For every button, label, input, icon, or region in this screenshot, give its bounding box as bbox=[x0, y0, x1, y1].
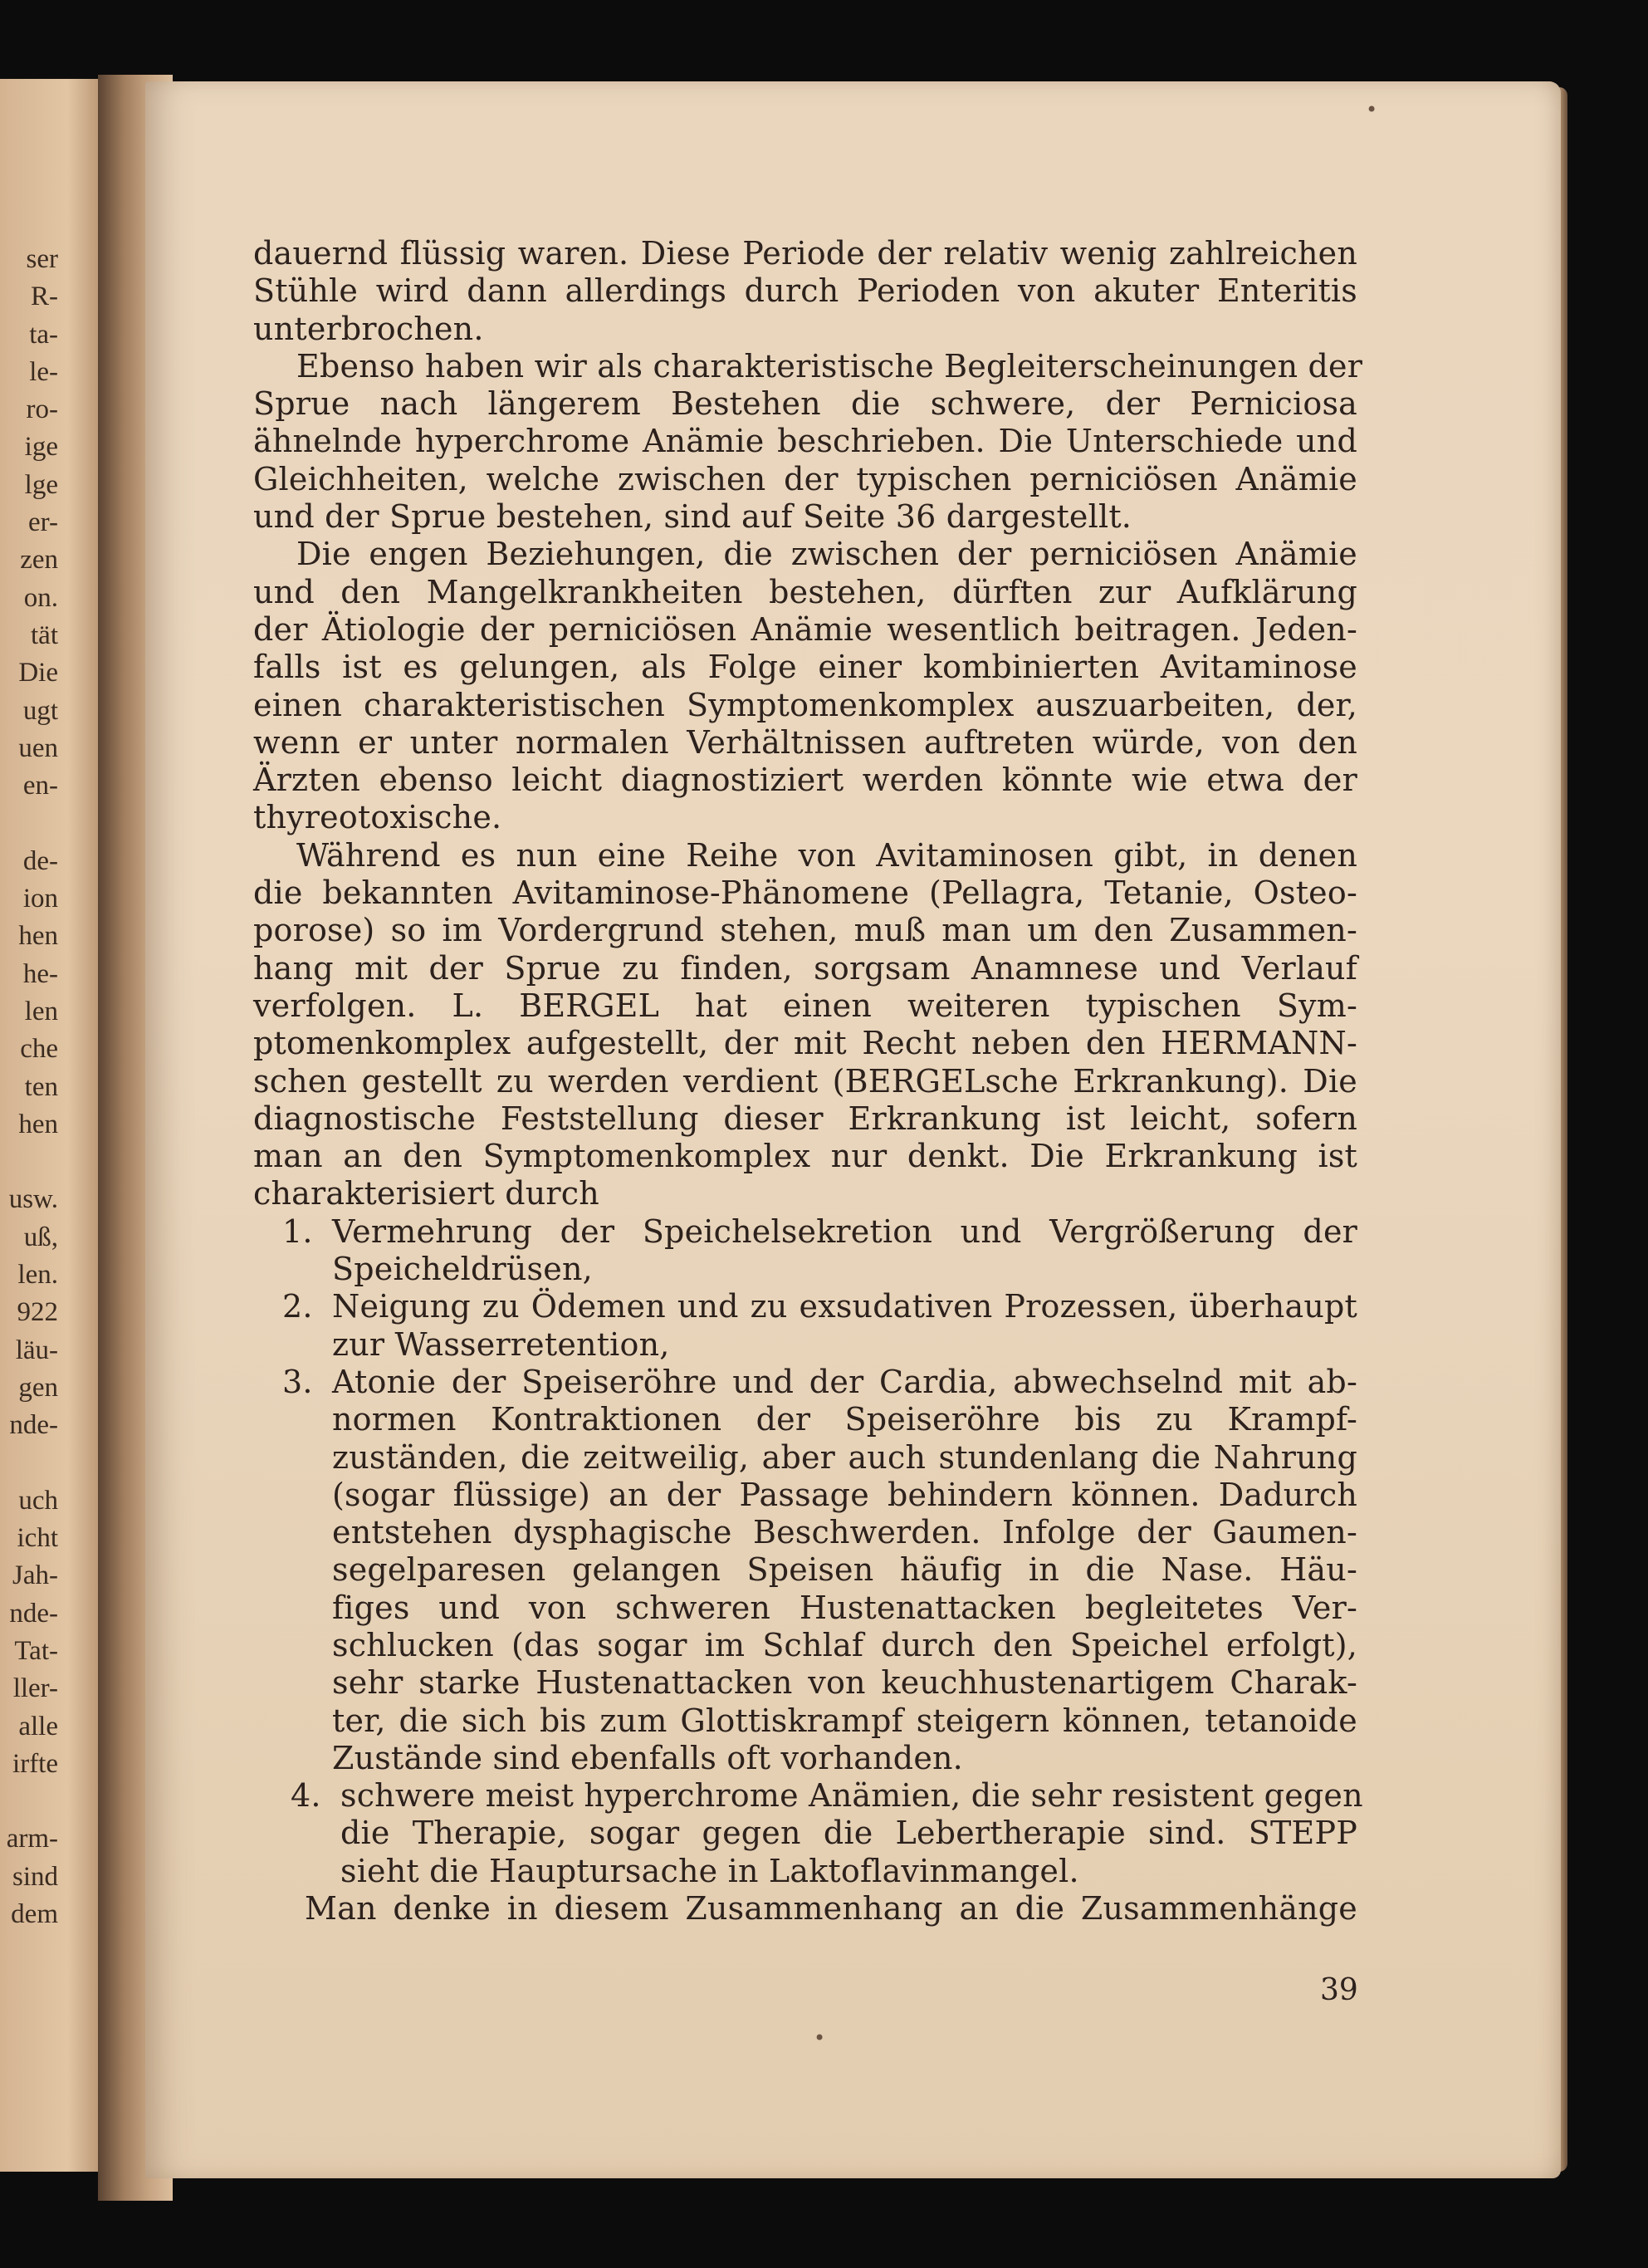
fragment: len bbox=[24, 996, 58, 1026]
fragment: gen bbox=[18, 1372, 58, 1403]
list-line bbox=[253, 1213, 1357, 1251]
fragment: hen bbox=[18, 1109, 58, 1139]
fragment: irfte bbox=[12, 1748, 58, 1779]
list-item-4 bbox=[253, 1777, 1363, 1890]
left-facing-page bbox=[0, 79, 112, 2172]
fragment: Jah- bbox=[12, 1560, 58, 1591]
list-text: Atonie der Speiseröhre und der Cardia, abwechselnd mit ab- bbox=[332, 1363, 1357, 1400]
list-line bbox=[253, 1364, 1357, 1401]
list-line bbox=[253, 1288, 1357, 1325]
paper-speck: • bbox=[1366, 98, 1378, 121]
fragment: dem bbox=[11, 1899, 58, 1930]
fragment: tät bbox=[31, 620, 58, 650]
fragment: hen bbox=[18, 921, 58, 952]
list-text: zur Wasserretention, bbox=[332, 1325, 670, 1363]
list-text: entstehen dysphagische Beschwerden. Infolge der Gaumen- bbox=[332, 1514, 1357, 1551]
fragment: uß, bbox=[23, 1222, 58, 1252]
fragment: nde- bbox=[9, 1598, 58, 1629]
list-number: 4. bbox=[291, 1777, 321, 1815]
list-item-3 bbox=[253, 1364, 1357, 1777]
fragment: zen bbox=[20, 545, 58, 576]
list-text: schwere meist hyperchrome Anämien, die sehr resistent gegen bbox=[340, 1777, 1363, 1815]
fragment: 922 bbox=[17, 1297, 58, 1328]
fragment: ten bbox=[24, 1071, 58, 1102]
fragment: uen bbox=[18, 732, 58, 763]
fragment: lge bbox=[24, 469, 58, 500]
list-text: figes und von schweren Hustenattacken begleitetes Ver- bbox=[332, 1589, 1357, 1626]
list-text: ter, die sich bis zum Glottiskrampf steigern können, tetanoide bbox=[332, 1702, 1357, 1739]
text-line: thyreotoxische. bbox=[253, 799, 502, 836]
list-line bbox=[253, 1326, 1357, 1364]
list-line bbox=[253, 1401, 1357, 1438]
fragment: len. bbox=[17, 1260, 58, 1291]
text-line: Ebenso haben wir als charakteristische Begleiterscheinungen der bbox=[296, 347, 1363, 385]
list-text: sehr starke Hustenattacken von keuchhustenartigem Charak- bbox=[332, 1664, 1357, 1702]
text-line: Gleichheiten, welche zwischen der typischen perniciösen Anämie bbox=[253, 460, 1357, 497]
fragment: uch bbox=[18, 1485, 58, 1516]
fragment: usw. bbox=[8, 1184, 58, 1215]
list-line bbox=[253, 1777, 1363, 1815]
list-text: die Therapie, sogar gegen die Lebertherapie sind. STEPP bbox=[340, 1815, 1357, 1852]
list-text: Vermehrung der Speichelsekretion und Vergrößerung der bbox=[332, 1212, 1357, 1250]
text-line: falls ist es gelungen, als Folge einer kombinierten Avitaminose bbox=[253, 649, 1357, 686]
list-number: 2. bbox=[282, 1288, 313, 1325]
fragment: che bbox=[20, 1034, 58, 1065]
fragment: ugt bbox=[22, 695, 58, 726]
fragment bbox=[0, 1445, 58, 1482]
fragment: ller- bbox=[12, 1673, 58, 1704]
fragment: ro- bbox=[26, 394, 58, 425]
fragment: nde- bbox=[9, 1410, 58, 1441]
list-line bbox=[253, 1664, 1357, 1702]
list-line bbox=[253, 1439, 1357, 1477]
fragment: le- bbox=[29, 356, 58, 387]
list-line bbox=[253, 1853, 1357, 1890]
list-text: normen Kontraktionen der Speiseröhre bis zu Krampf- bbox=[332, 1401, 1357, 1438]
fragment: ta- bbox=[29, 319, 58, 350]
text-line: diagnostische Feststellung dieser Erkrankung ist leicht, sofern bbox=[253, 1100, 1357, 1137]
list-text: segelparesen gelangen Speisen häufig in die Nase. Häu- bbox=[332, 1551, 1357, 1589]
fragment bbox=[0, 1144, 58, 1181]
fragment: icht bbox=[17, 1523, 58, 1554]
list-item-2 bbox=[253, 1288, 1357, 1364]
fragment: ser bbox=[26, 244, 58, 274]
list-text: schlucken (das sogar im Schlaf durch den Speichel erfolgt), bbox=[332, 1626, 1357, 1663]
text-line: hang mit der Sprue zu finden, sorgsam Anamnese und Verlauf bbox=[253, 949, 1357, 987]
list-line bbox=[253, 1740, 1357, 1777]
list-line bbox=[253, 1702, 1357, 1740]
text-line: der Ätiologie der perniciösen Anämie wesentlich beitragen. Jeden- bbox=[253, 610, 1357, 648]
fragment: alle bbox=[18, 1711, 58, 1741]
text-line: unterbrochen. bbox=[253, 310, 484, 347]
text-line: Die engen Beziehungen, die zwischen der perniciösen Anämie bbox=[296, 536, 1357, 573]
list-line bbox=[253, 1514, 1357, 1551]
closing-line: Man denke in diesem Zusammenhang an die Zusammenhänge bbox=[305, 1890, 1357, 1928]
paper-speck: • bbox=[814, 2026, 826, 2050]
list-line bbox=[253, 1590, 1357, 1627]
fragment: läu- bbox=[15, 1335, 58, 1365]
fragment: ion bbox=[22, 884, 58, 914]
fragment: de- bbox=[22, 845, 58, 876]
list-line bbox=[253, 1815, 1357, 1852]
left-page-text-fragments bbox=[0, 241, 58, 1933]
text-line: und den Mangelkrankheiten bestehen, dürften zur Aufklärung bbox=[253, 573, 1357, 610]
fragment: er- bbox=[28, 507, 58, 538]
list-text: (sogar flüssige) an der Passage behindern können. Dadurch bbox=[332, 1476, 1357, 1513]
text-line: und der Sprue bestehen, sind auf Seite 36 dargestellt. bbox=[253, 498, 1132, 536]
fragment: on. bbox=[23, 582, 58, 613]
fragment bbox=[0, 805, 58, 842]
list-text: Neigung zu Ödemen und zu exsudativen Prozessen, überhaupt bbox=[332, 1288, 1357, 1325]
fragment: Tat- bbox=[14, 1635, 58, 1666]
text-line: Ärzten ebenso leicht diagnostiziert werden könnte wie etwa der bbox=[253, 762, 1357, 799]
text-line: charakterisiert durch bbox=[253, 1175, 599, 1212]
list-text: Zustände sind ebenfalls oft vorhanden. bbox=[332, 1739, 963, 1776]
text-line: dauernd flüssig waren. Diese Periode der relativ wenig zahlreichen bbox=[253, 235, 1357, 272]
text-line: schen gestellt zu werden verdient (BERGELsche Erkrankung). Die bbox=[253, 1062, 1357, 1100]
body-text bbox=[253, 235, 1363, 1928]
fragment: he- bbox=[22, 958, 58, 989]
text-line: ähnelnde hyperchrome Anämie beschrieben. Die Unterschiede und bbox=[253, 423, 1357, 460]
list-line bbox=[253, 1251, 1357, 1288]
text-line: die bekannten Avitaminose-Phänomene (Pellagra, Tetanie, Osteo- bbox=[253, 874, 1357, 912]
text-line: ptomenkomplex aufgestellt, der mit Recht neben den HERMANN- bbox=[253, 1025, 1357, 1062]
list-text: sieht die Hauptursache in Laktoflavinmangel. bbox=[340, 1852, 1079, 1889]
fragment: Die bbox=[18, 658, 58, 688]
list-number: 3. bbox=[282, 1363, 313, 1400]
text-line: wenn er unter normalen Verhältnissen auftreten würde, von den bbox=[253, 723, 1357, 761]
list-text: zuständen, die zeitweilig, aber auch stundenlang die Nahrung bbox=[332, 1438, 1357, 1476]
page-number: 39 bbox=[1320, 1973, 1358, 2007]
list-line bbox=[253, 1551, 1357, 1589]
text-line: porose) so im Vordergrund stehen, muß man um den Zusammen- bbox=[253, 912, 1357, 949]
text-line: verfolgen. L. BERGEL hat einen weiteren typischen Sym- bbox=[253, 987, 1357, 1024]
fragment: ige bbox=[24, 432, 58, 463]
list-line bbox=[253, 1627, 1357, 1664]
text-line: man an den Symptomenkomplex nur denkt. Die Erkrankung ist bbox=[253, 1138, 1357, 1175]
list-line bbox=[253, 1477, 1357, 1514]
text-line: einen charakteristischen Symptomenkomplex auszuarbeiten, der, bbox=[253, 686, 1357, 723]
fragment: en- bbox=[22, 771, 58, 801]
list-number: 1. bbox=[282, 1212, 313, 1250]
text-line: Während es nun eine Reihe von Avitaminosen gibt, in denen bbox=[296, 836, 1357, 874]
list-item-1 bbox=[253, 1213, 1357, 1289]
text-line: Sprue nach längerem Bestehen die schwere, der Perniciosa bbox=[253, 385, 1357, 423]
fragment: R- bbox=[31, 282, 58, 312]
list-text: Speicheldrüsen, bbox=[332, 1251, 593, 1288]
fragment bbox=[0, 1783, 58, 1820]
text-line: Stühle wird dann allerdings durch Perioden von akuter Enteritis bbox=[253, 272, 1357, 310]
fragment: sind bbox=[12, 1861, 58, 1892]
fragment: arm- bbox=[6, 1824, 58, 1854]
